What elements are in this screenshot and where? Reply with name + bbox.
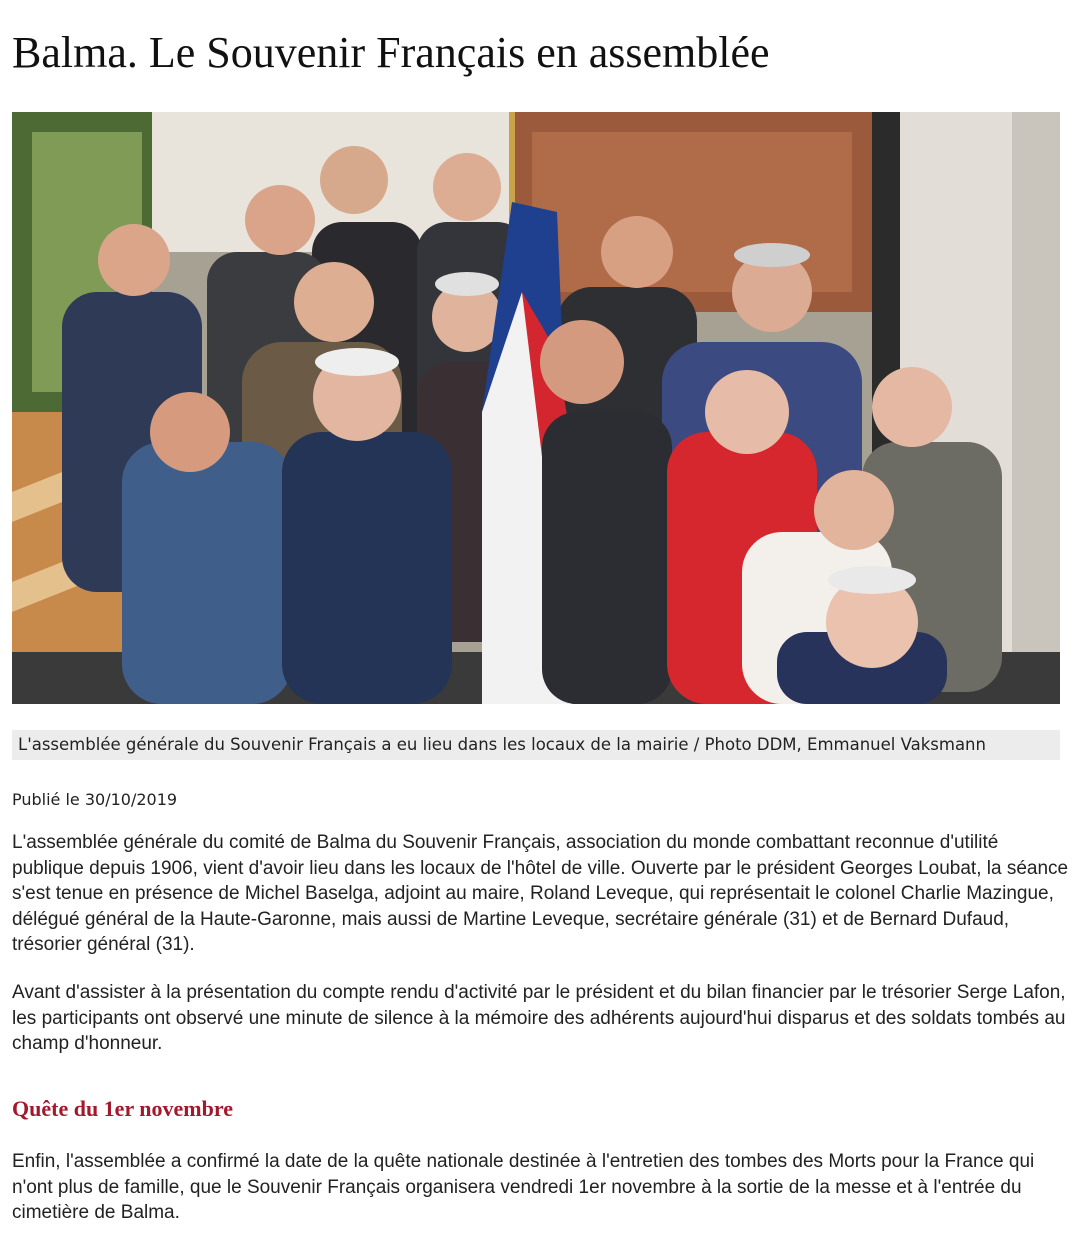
photo-caption: L'assemblée générale du Souvenir Français a eu lieu dans les locaux de la mairie / Photo DDM, Emmanuel Vaksmann <box>12 730 1060 760</box>
article-paragraph: Enfin, l'assemblée a confirmé la date de la quête nationale destinée à l'entretien des tombes des Morts pour la France qui n'ont plus de famille, que le Souvenir Français organisera vendredi 1er novembre à la sortie de la messe et à l'entrée du cimetière de Balma. <box>12 1151 1035 1223</box>
section-heading: Quête du 1er novembre <box>12 1096 233 1121</box>
article-paragraph: Avant d'assister à la présentation du compte rendu d'activité par le président et du bilan financier par le trésorier Serge Lafon, les participants ont observé une minute de silence à la mémoire des adhérents aujourd'hui disparus et des soldats tombés au champ d'honneur. <box>12 982 1066 1054</box>
article-paragraph: L'assemblée générale du comité de Balma du Souvenir Français, association du monde combattant reconnue d'utilité publique depuis 1906, vient d'avoir lieu dans les locaux de l'hôtel de ville. Ouverte par le président Georges Loubat, la séance s'est tenue en présence de Michel Baselga, adjoint au maire, Roland Leveque, qui représentait le colonel Charlie Mazingue, délégué général de la Haute-Garonne, mais aussi de Martine Leveque, secrétaire générale (31) et de Bernard Dufaud, trésorier général (31). <box>12 832 1069 955</box>
article-title: Balma. Le Souvenir Français en assemblée <box>12 28 770 77</box>
publish-date: Publié le 30/10/2019 <box>12 790 178 809</box>
group-photo <box>12 112 1060 704</box>
